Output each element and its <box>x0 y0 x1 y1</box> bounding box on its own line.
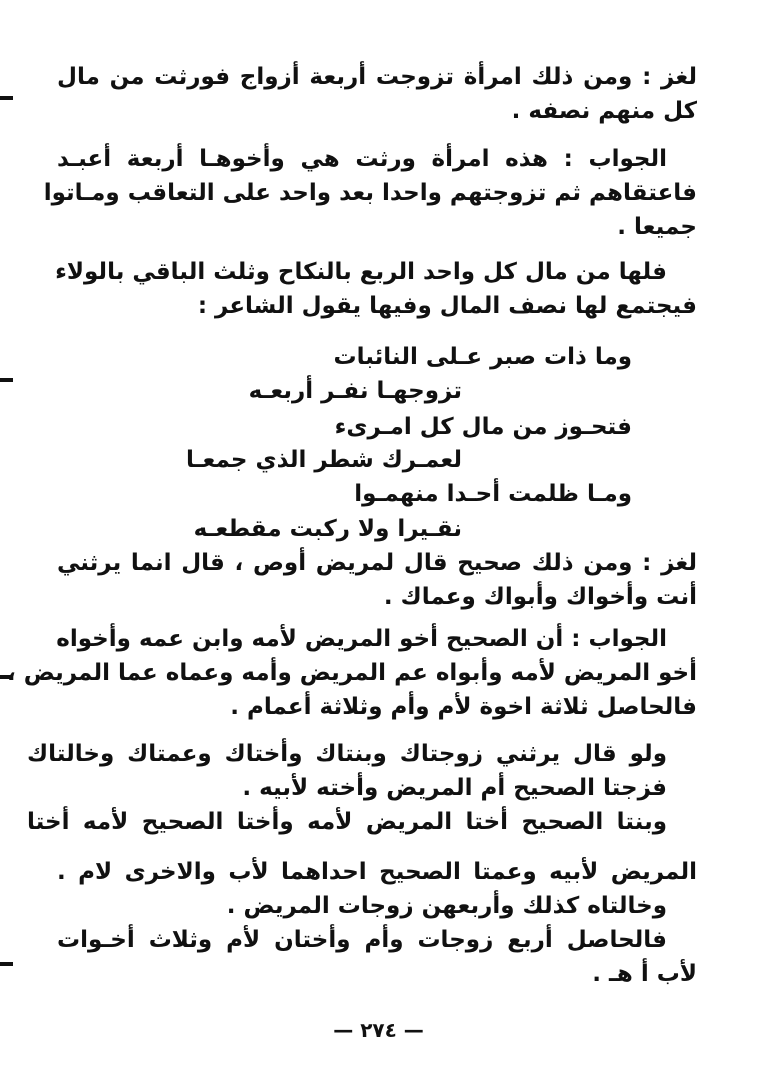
poem-verse: لعمـرك شطر الذي جمعـا <box>186 447 462 473</box>
riddle-2-line-1: لغز : ومن ذلك صحيح قال لمريض أوص ، قال انما يرثني <box>57 550 697 576</box>
answer-2-line-2: أخو المريض لأمه وأبواه عم المريض وأمه وعماه عما المريض ، <box>6 660 697 686</box>
answer-2-line-1: الجواب : أن الصحيح أخو المريض لأمه وابن عمه وأخواه <box>56 626 667 652</box>
page-number: — ٢٧٤ — <box>333 1018 424 1042</box>
para-1-line-2: فيجتمع لها نصف المال وفيها يقول الشاعر : <box>197 293 697 319</box>
margin-mark <box>0 962 13 966</box>
para-1-line-1: فلها من مال كل واحد الربع بالنكاح وثلث الباقي بالولاء <box>55 259 667 285</box>
para-2-line-4: المريض لأبيه وعمتا الصحيح احداهما لأب والاخرى لام . <box>57 859 697 885</box>
riddle-1-line-1: لغز : ومن ذلك امرأة تزوجت أربعة أزواج فورثت من مال <box>57 64 697 90</box>
poem-verse: ومـا ظلمت أحـدا منهمـوا <box>354 481 632 507</box>
margin-mark <box>0 96 13 100</box>
poem-verse: فتحـوز من مال كل امـرىء <box>334 414 632 440</box>
para-2-line-7: لأب أ هـ . <box>592 961 697 987</box>
poem-verse: نقـيرا ولا ركبت مقطعـه <box>193 516 462 542</box>
answer-1-line-3: جميعا . <box>617 214 697 240</box>
poem-verse: وما ذات صبر عـلى النائبات <box>333 344 632 370</box>
para-2-line-3: وبنتا الصحيح أختا المريض لأمه وأختا الصحيح لأمه أختا <box>27 809 667 835</box>
riddle-2-line-2: أنت وأخواك وأبواك وعماك . <box>383 584 697 610</box>
poem-verse: تزوجهـا نفـر أربعـه <box>248 378 462 404</box>
para-2-line-6: فالحاصل أربع زوجات وأم وأختان لأم وثلاث أخـوات <box>57 927 667 953</box>
answer-1-line-2: فاعتقاهم ثم تزوجتهم واحدا بعد واحد على التعاقب ومـاتوا <box>43 180 697 206</box>
riddle-1-line-2: كل منهم نصفه . <box>511 98 697 124</box>
answer-2-line-3: فالحاصل ثلاثة اخوة لأم وأم وثلاثة أعمام . <box>230 694 697 720</box>
para-2-line-2: فزجتا الصحيح أم المريض وأخته لأبيه . <box>242 775 667 801</box>
margin-mark <box>0 378 13 382</box>
para-2-line-1: ولو قال يرثني زوجتاك وبنتاك وأختاك وعمتاك وخالتاك <box>27 741 667 767</box>
answer-1-line-1: الجواب : هذه امرأة ورثت هي وأخوهـا أربعة أعبـد <box>57 146 667 172</box>
para-2-line-5: وخالتاه كذلك وأربعهن زوجات المريض . <box>226 893 667 919</box>
